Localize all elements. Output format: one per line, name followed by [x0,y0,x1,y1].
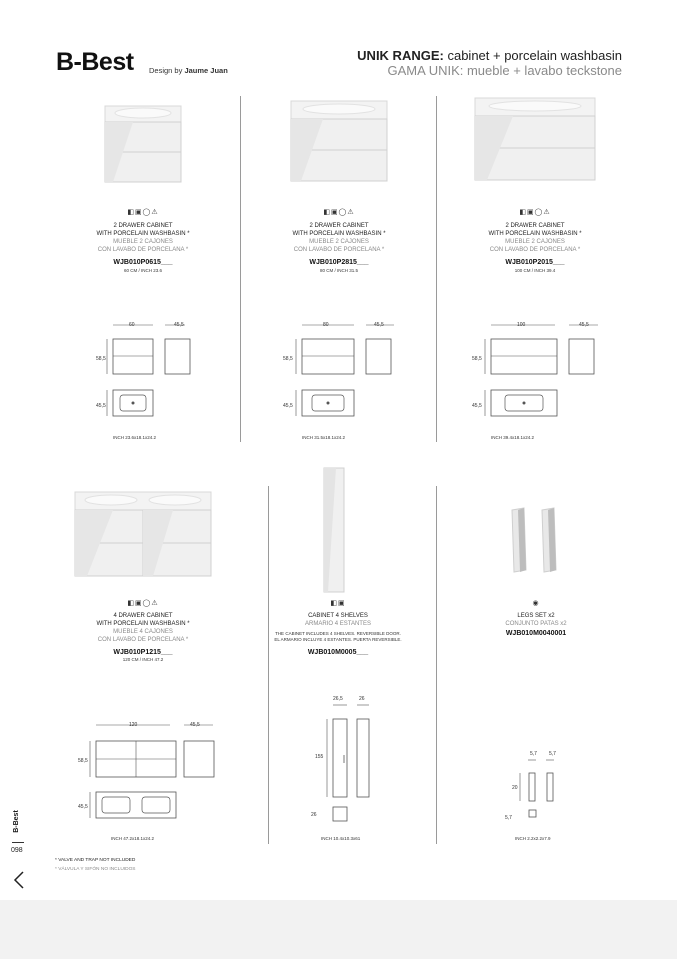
cabinet-image [289,99,389,185]
product-card[interactable] [253,466,423,846]
dim-leg: 26 [311,812,317,818]
note-line: THE CABINET INCLUDES 4 SHELVES. REVERSIBLE DOOR. [275,631,401,636]
product-code: WJB010P0615___ [113,259,173,266]
name-es-line: MUEBLE 2 CAJONES [505,239,565,245]
dim-height: 20 [512,785,518,791]
name-es-line: MUEBLE 2 CAJONES [309,239,369,245]
side-brand-label: B-Best [12,810,20,833]
technical-drawing [514,752,564,832]
feature-icons: ◧▣◯⚠ [127,600,159,607]
dim-depth: 45,5 [174,322,184,328]
dim-base: 5,7 [505,815,512,821]
technical-drawing [105,322,245,442]
product-name [43,612,243,644]
dim-basin: 45,5 [78,804,88,810]
product-name [435,222,635,254]
dim-height: 58,5 [472,356,482,362]
designer-credit [149,66,228,75]
product-card[interactable] [43,486,243,846]
dim-height: 58,5 [96,356,106,362]
dim-width: 60 [129,322,135,328]
product-card[interactable] [435,96,635,446]
name-en-line: WITH PORCELAIN WASHBASIN * [488,231,582,237]
product-code: WJB010M0040001 [505,630,567,637]
range-title-en [357,48,622,63]
name-es-line: MUEBLE 4 CAJONES [113,629,173,635]
dim-width-b: 5,7 [549,751,556,757]
feature-icons: ◧▣ [330,600,346,607]
product-name [239,222,439,254]
back-arrow-icon[interactable] [12,870,26,890]
product-name [43,222,243,254]
column-cabinet-image [322,466,346,594]
product-card[interactable] [239,96,439,446]
viewer-background [0,900,677,959]
name-es-line: CON LAVABO DE PORCELANA * [97,637,189,643]
dim-width: 100 [517,322,526,328]
inch-dimensions: INCH 31.5x18.1x24.2 [302,435,346,440]
technical-drawing [323,701,383,831]
dim-height: 155 [315,754,324,760]
cabinet-image [473,96,597,186]
designer-prefix: Design by [149,66,183,75]
inch-dimensions: INCH 47.2x18.1x24.2 [111,836,155,841]
name-es-line: CONJUNTO PATAS x2 [505,621,567,627]
product-name [253,612,423,628]
name-es-line: ARMARIO 4 ESTANTES [305,621,371,627]
product-size: 80 CM / INCH 31.5 [319,268,358,273]
note-line: EL ARMARIO INCLUYE 4 ESTANTES. PUERTA REVERSIBLE. [274,637,402,642]
name-en-line: LEGS SET x2 [517,613,555,619]
technical-drawing [483,322,633,442]
dim-depth: 45,5 [190,722,200,728]
side-divider [12,842,24,843]
dim-width: 80 [323,322,329,328]
name-en-line: 4 DRAWER CABINET [113,613,173,619]
inch-dimensions: INCH 2.2x2.2x7.9 [515,836,551,841]
product-card[interactable] [43,96,243,446]
product-code: WJB010P2815___ [309,259,369,266]
footnote-es: * VÁLVULA Y SIFÓN NO INCLUIDOS [55,867,136,872]
dim-width: 120 [129,722,138,728]
brand-logo: B-Best [56,48,134,76]
feature-icons: ◧▣◯⚠ [323,209,355,216]
name-en-line: 2 DRAWER CABINET [505,223,565,229]
product-size: 120 CM / INCH 47.2 [122,657,164,662]
name-es-line: CON LAVABO DE PORCELANA * [293,247,385,253]
name-en-line: CABINET 4 SHELVES [308,613,368,619]
dim-depth: 26 [359,696,365,702]
dim-width-a: 5,7 [530,751,537,757]
dim-basin: 45,5 [283,403,293,409]
dim-depth: 45,5 [374,322,384,328]
dim-height: 58,5 [78,758,88,764]
range-title-en-rest: cabinet + porcelain washbasin [447,48,622,63]
product-code: WJB010P2015___ [505,259,565,266]
inch-dimensions: INCH 10.4x10.3x61 [321,836,361,841]
legs-image [508,506,564,574]
product-card[interactable] [436,486,636,846]
range-title-es: GAMA UNIK: mueble + lavabo teckstone [387,63,622,78]
technical-drawing [294,322,439,442]
dim-width: 26,5 [333,696,343,702]
page-number: 098 [11,847,23,854]
name-en-line: WITH PORCELAIN WASHBASIN * [292,231,386,237]
name-en-line: WITH PORCELAIN WASHBASIN * [96,231,190,237]
designer-name: Jaume Juan [184,66,228,75]
name-en-line: WITH PORCELAIN WASHBASIN * [96,621,190,627]
inch-dimensions: INCH 23.6x18.1x24.2 [113,435,157,440]
name-es-line: CON LAVABO DE PORCELANA * [489,247,581,253]
product-note [253,631,423,643]
range-title-en-strong: UNIK RANGE: [357,48,444,63]
product-size: 100 CM / INCH 39.4 [514,268,556,273]
name-en-line: 2 DRAWER CABINET [309,223,369,229]
side-brand-tab [9,808,29,838]
feature-icons: ◧▣◯⚠ [127,209,159,216]
feature-icons: ◧▣◯⚠ [519,209,551,216]
dim-basin: 45,5 [96,403,106,409]
product-code: WJB010M0005___ [307,649,369,656]
cabinet-image [103,104,183,186]
cabinet-image [73,486,213,581]
product-name [436,612,636,628]
dim-depth: 45,5 [579,322,589,328]
feature-icons: ◉ [532,600,540,607]
name-es-line: CON LAVABO DE PORCELANA * [97,247,189,253]
inch-dimensions: INCH 39.4x18.1x24.2 [491,435,535,440]
dim-basin: 45,5 [472,403,482,409]
name-es-line: MUEBLE 2 CAJONES [113,239,173,245]
name-en-line: 2 DRAWER CABINET [113,223,173,229]
product-code: WJB010P1215___ [113,649,173,656]
dim-height: 58,5 [283,356,293,362]
technical-drawing [88,722,243,832]
product-size: 60 CM / INCH 23.6 [123,268,162,273]
footnote-en: * VALVE AND TRAP NOT INCLUDED [55,858,136,863]
